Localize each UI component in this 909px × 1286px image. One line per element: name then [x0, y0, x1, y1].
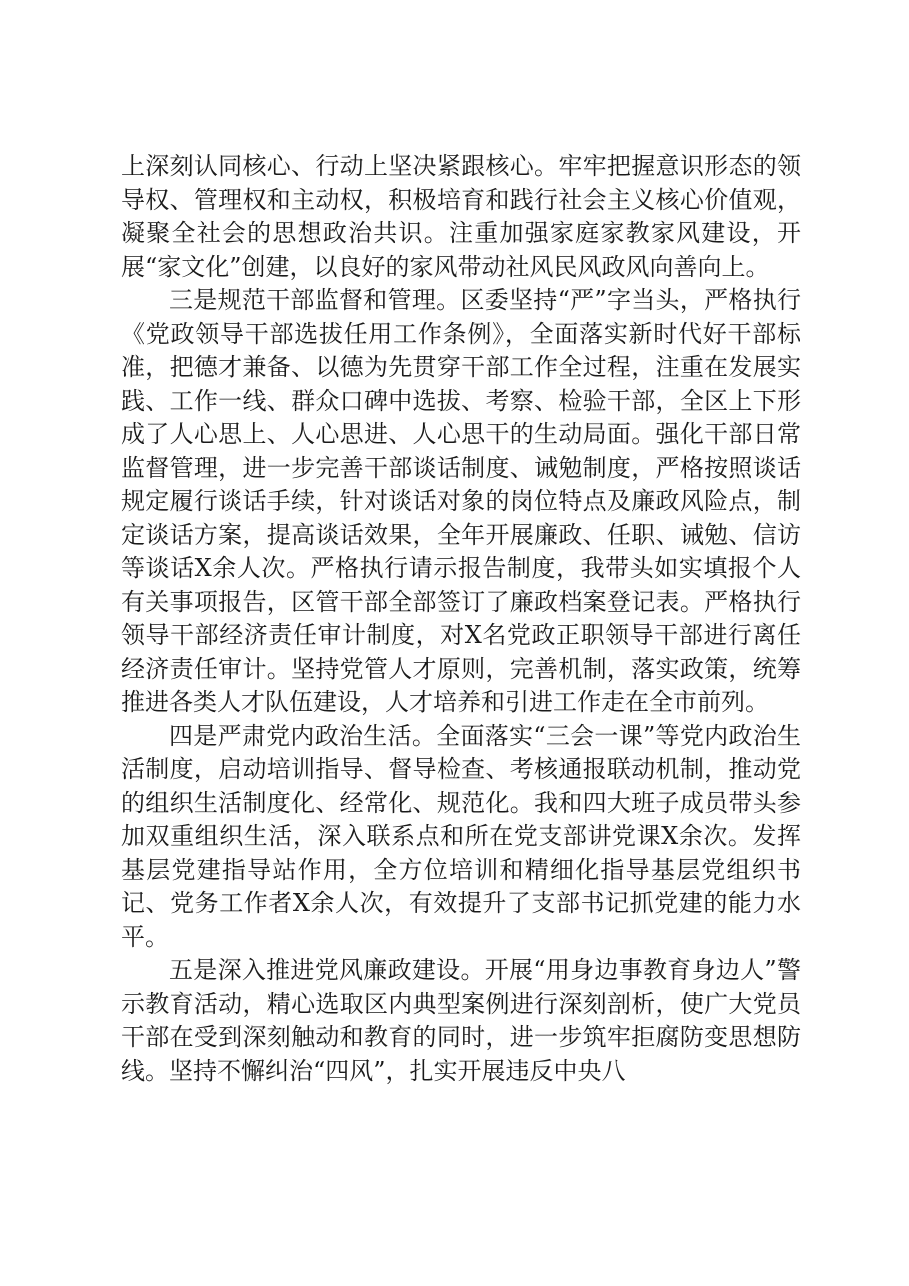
paragraph-cadre-supervision: 三是规范干部监督和管理。区委坚持“严”字当头，严格执行《党政领导干部选拔任用工作条例》，全面落实新时代好干部标准，把德才兼备、以德为先贯穿干部工作全过程，注重在发展实践、工作一线、群众口碑中选拔、考察、检验干部，全区上下形成了人心思上、人心思进、人心思干的生动局面。强化干部日常监督管理，进一步完善干部谈话制度、诫勉制度，严格按照谈话规定履行谈话手续，针对谈话对象的岗位特点及廉政风险点，制定谈话方案，提高谈话效果，全年开展廉政、任职、诫勉、信访等谈话X余人次。严格执行请示报告制度，我带头如实填报个人有关事项报告，区管干部全部签订了廉政档案登记表。严格执行领导干部经济责任审计制度，对X名党政正职领导干部进行离任经济责任审计。坚持党管人才原则，完善机制，落实政策，统筹推进各类人才队伍建设，人才培养和引进工作走在全市前列。 — [121, 286, 801, 716]
paragraph-clean-governance: 五是深入推进党风廉政建设。开展“用身边事教育身边人”警示教育活动，精心选取区内典型案例进行深刻剖析，使广大党员干部在受到深刻触动和教育的同时，进一步筑牢拒腐防变思想防线。坚持不懈纠治“四风”，扎实开展违反中央八 — [121, 956, 801, 1085]
paragraph-party-political-life: 四是严肃党内政治生活。全面落实“三会一课”等党内政治生活制度，启动培训指导、督导检查、考核通报联动机制，推动党的组织生活制度化、经常化、规范化。我和四大班子成员带头参加双重组织生活，深入联系点和所在党支部讲党课X余次。发挥基层党建指导站作用，全方位培训和精细化指导基层党组织书记、党务工作者X余人次，有效提升了支部书记抓党建的能力水平。 — [121, 721, 801, 951]
document-body — [121, 150, 801, 1088]
paragraph-continuation: 上深刻认同核心、行动上坚决紧跟核心。牢牢把握意识形态的领导权、管理权和主动权，积极培育和践行社会主义核心价值观，凝聚全社会的思想政治共识。注重加强家庭家教家风建设，开展“家文化”创建，以良好的家风带动社风民风政风向善向上。 — [121, 152, 801, 281]
